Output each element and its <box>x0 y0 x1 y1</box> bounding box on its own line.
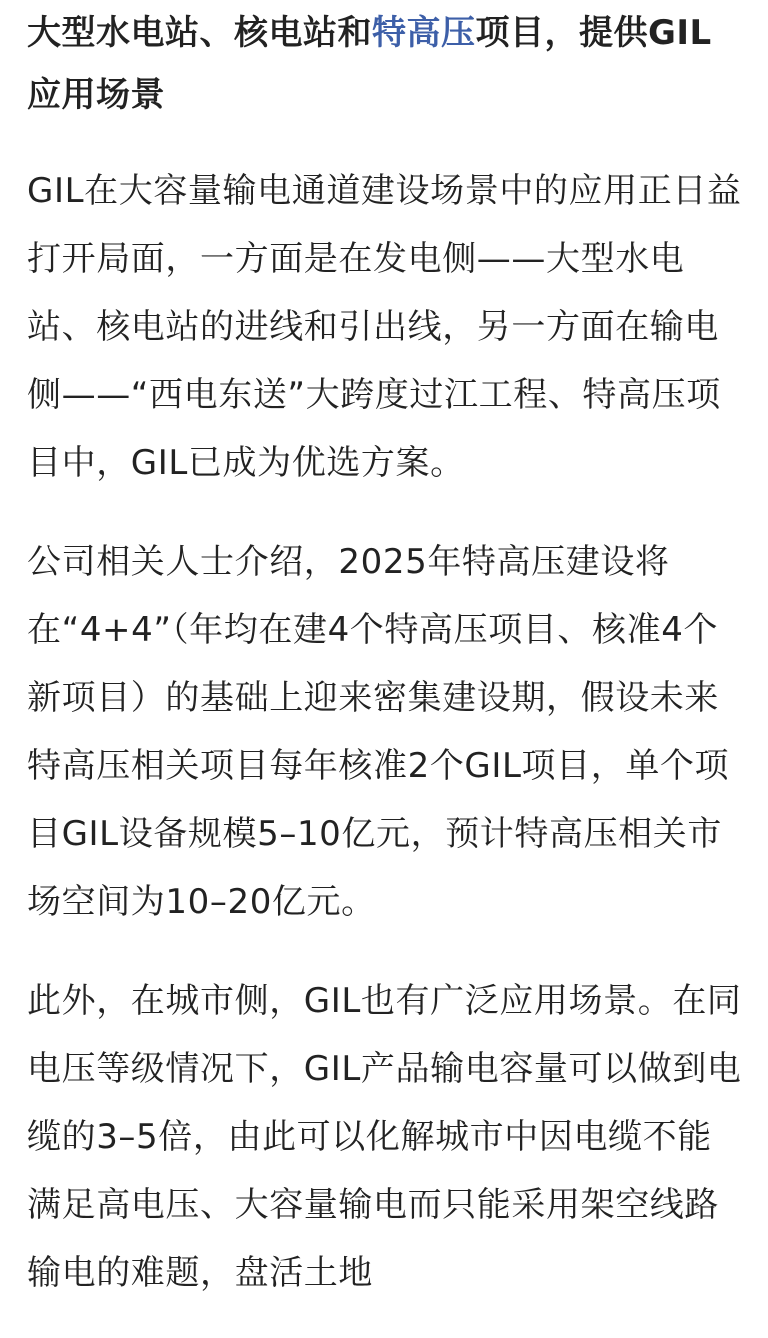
heading-text-before: 大型水电站、核电站和 <box>27 13 372 53</box>
paragraph-city-side: 此外，在城市侧，GIL也有广泛应用场景。在同电压等级情况下，GIL产品输电容量可以做到电缆的3–5倍，由此可以化解城市中因电缆不能满足高电压、大容量输电而只能采用架空线路输电的难题，盘活土地 <box>27 981 742 1293</box>
section-heading <box>27 0 743 126</box>
paragraph-uhv-market: 公司相关人士介绍，2025年特高压建设将在“4+4”（年均在建4个特高压项目、核准4个新项目）的基础上迎来密集建设期，假设未来特高压相关项目每年核准2个GIL项目，单个项目GIL设备规模5–10亿元，预计特高压相关市场空间为10–20亿元。 <box>27 542 730 922</box>
paragraph-gil-applications: GIL在大容量输电通道建设场景中的应用正日益打开局面，一方面是在发电侧——大型水电站、核电站的进线和引出线，另一方面在输电侧——“西电东送”大跨度过江工程、特高压项目中，GIL已成为优选方案。 <box>27 171 742 483</box>
heading-text-after: 项目，提供GIL应用场景 <box>27 13 712 115</box>
article-body <box>27 0 743 1307</box>
keyword-link[interactable]: 特高压 <box>372 13 476 53</box>
